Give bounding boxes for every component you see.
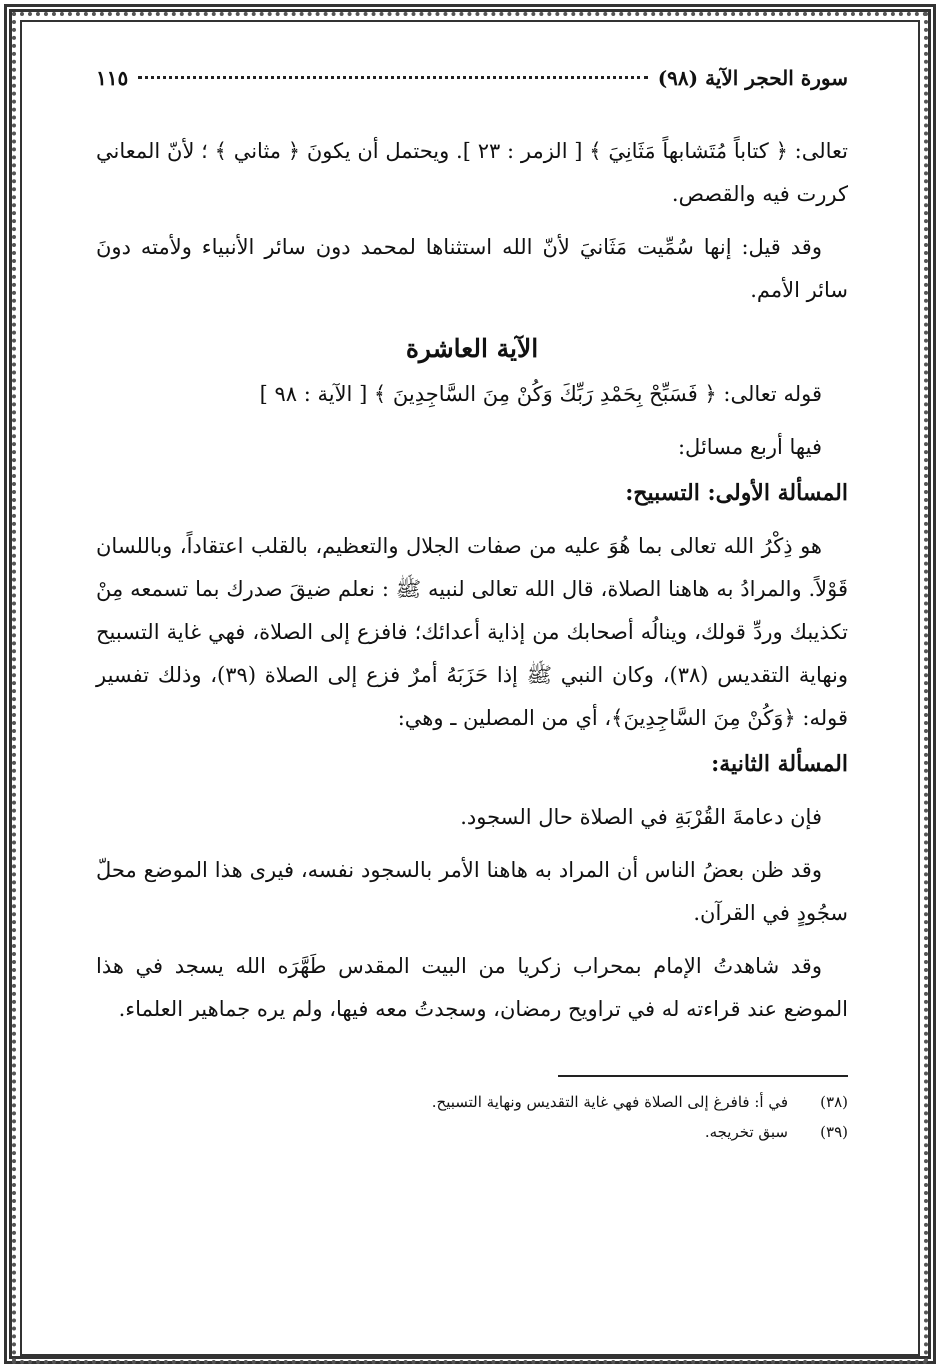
page-number: ١١٥ [96, 66, 129, 90]
footnote-text: سبق تخريجه. [704, 1123, 788, 1141]
running-head [96, 66, 848, 106]
footnote-number: (٣٨) [820, 1093, 848, 1111]
section-heading: الآية العاشرة [405, 334, 539, 363]
paragraph: وقد قيل: إنها سُمِّيت مَثَانيَ لأنّ الله استثناها لمحمد دون سائر الأنبياء ولأمته دونَ سائر الأمم. [96, 235, 848, 302]
paragraph: وقد شاهدتُ الإمام بمحراب زكريا من البيت المقدس طَهَّرَه الله يسجد في هذا الموضع عند قراءته له في تراويح رمضان، وسجدتُ معه فيها، ولم يره جماهير العلماء. [96, 954, 848, 1021]
verse-line: قوله تعالى: ﴿ فَسَبِّحْ بِحَمْدِ رَبِّكَ وَكُنْ مِنَ السَّاجِدِينَ ﴾ [ الآية : ٩٨ ] [259, 382, 822, 406]
leader-dots [138, 76, 647, 79]
footnote-number: (٣٩) [820, 1123, 848, 1141]
issue-text: هو ذِكْرُ الله تعالى بما هُوَ عليه من صفات الجلال والتعظيم، بالقلب اعتقاداً، وباللسان قَوْلاً. والمرادُ به هاهنا الصلاة، قال الله تعالى لنبيه ﷺ : نعلم ضيقَ صدرك بما تسمعه مِنْ تكذيبك وردِّ قولك، وينالُه أصحابك من إذاية أعدائك؛ فافزع إلى الصلاة، فهي غاية التسبيح ونهاية التقديس (٣٨)، وكان النبي ﷺ إذا حَزَبَهُ أمرٌ فزع إلى الصلاة (٣٩)، وذلك تفسير قوله: ﴿وَكُنْ مِنَ السَّاجِدِينَ﴾، أي من المصلين ـ وهي: [96, 534, 849, 730]
page-content [96, 66, 848, 1147]
intro-line: فيها أربع مسائل: [677, 435, 822, 459]
issue-title: المسألة الأولى: التسبيح: [625, 480, 848, 506]
footnote-text: في أ: فافرغ إلى الصلاة فهي غاية التقديس ونهاية التسبيح. [431, 1093, 788, 1111]
footnote [96, 1117, 848, 1147]
paragraph: فإن دعامةَ القُرْبَةِ في الصلاة حال السجود. [460, 805, 822, 829]
footnote-rule [558, 1075, 848, 1077]
paragraph: وقد ظن بعضُ الناس أن المراد به هاهنا الأمر بالسجود نفسه، فيرى هذا الموضع محلّ سجُودٍ في القرآن. [96, 858, 848, 925]
running-head-title: سورة الحجر الآية (٩٨) [657, 66, 848, 90]
paragraph: تعالى: ﴿ كتاباً مُتَشابهاً مَثَانِيَ ﴾ [ الزمر : ٢٣ ]. ويحتمل أن يكونَ ﴿ مثاني ﴾ ؛ لأنّ المعاني كررت فيه والقصص. [96, 139, 848, 206]
issue-title: المسألة الثانية: [711, 751, 848, 777]
footnote [96, 1087, 848, 1117]
